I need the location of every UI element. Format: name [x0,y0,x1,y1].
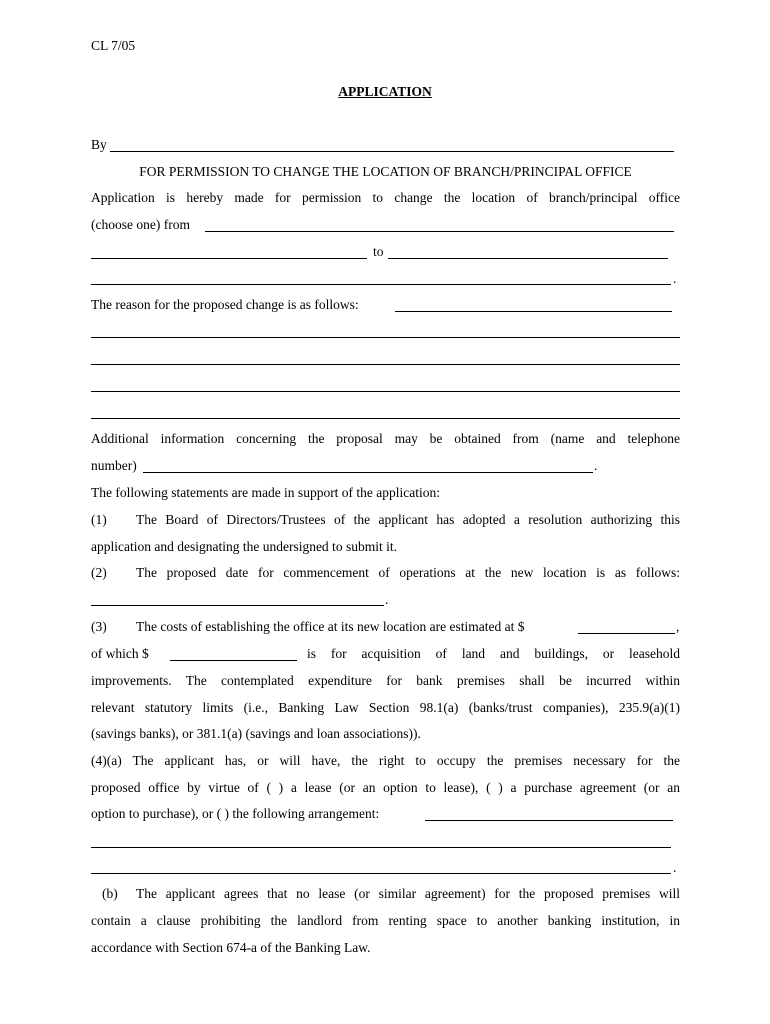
to-location-field-cont[interactable] [91,284,671,285]
intro-from-label: (choose one) from [91,217,190,232]
reason-field-line-3[interactable] [91,364,680,365]
by-label: By [91,137,107,152]
item-4b-line-2: contain a clause prohibiting the landlord from renting space to another banking institution, in [91,913,680,928]
reason-field[interactable] [395,311,672,312]
form-subtitle: FOR PERMISSION TO CHANGE THE LOCATION OF BRANCH/PRINCIPAL OFFICE [139,164,632,179]
title-text: APPLICATION [338,84,432,99]
arrangement-field-line-2[interactable] [91,847,671,848]
additional-info-line-1: Additional information concerning the proposal may be obtained from (name and telephone [91,431,680,446]
period-mark: . [673,271,677,286]
reason-label: The reason for the proposed change is as follows: [91,297,359,312]
arrangement-field-line-3[interactable] [91,873,671,874]
item-1-line-1: The Board of Directors/Trustees of the applicant has adopted a resolution authorizing this [136,512,680,527]
item-1-number: (1) [91,512,107,527]
land-buildings-cost-field[interactable] [170,660,297,661]
reason-field-line-5[interactable] [91,418,680,419]
commencement-date-field[interactable] [91,605,384,606]
item-2-number: (2) [91,565,107,580]
item-4a-line-2: proposed office by virtue of ( ) a lease (or an option to lease), ( ) a purchase agreement (or an [91,780,680,795]
period-mark: . [673,860,677,875]
page-title [0,84,770,100]
arrangement-field[interactable] [425,820,673,821]
reason-field-line-2[interactable] [91,337,680,338]
additional-number-label: number) [91,458,137,473]
comma-mark: , [676,619,680,634]
form-code: CL 7/05 [91,38,136,53]
item-4b-line-1: The applicant agrees that no lease (or similar agreement) for the proposed premises will [136,886,680,901]
item-3-line-4: relevant statutory limits (i.e., Banking Law Section 98.1(a) (banks/trust companies), 235.9(a)(1) [91,700,680,715]
item-1-line-2: application and designating the undersigned to submit it. [91,539,397,554]
item-3-line-5: (savings banks), or 381.1(a) (savings and loan associations)). [91,726,421,741]
item-3-number: (3) [91,619,107,634]
to-location-field[interactable] [388,258,668,259]
period-mark: . [594,458,598,473]
from-location-field[interactable] [205,231,674,232]
period-mark: . [385,592,389,607]
statements-intro: The following statements are made in support of the application: [91,485,441,500]
item-3-of-which: of which $ [91,646,149,661]
item-4b-line-3: accordance with Section 674-a of the Banking Law. [91,940,371,955]
item-3-line-2-rest: is for acquisition of land and buildings, or leasehold [307,646,680,661]
item-3-line-3: improvements. The contemplated expenditure for bank premises shall be incurred within [91,673,680,688]
reason-field-line-4[interactable] [91,391,680,392]
item-2-line-1: The proposed date for commencement of operations at the new location is as follows: [136,565,680,580]
item-4b-number: (b) [102,886,118,901]
estimated-cost-field[interactable] [578,633,675,634]
item-4a-line-1: (4)(a) The applicant has, or will have, the right to occupy the premises necessary for the [91,753,680,768]
intro-line-1: Application is hereby made for permission to change the location of branch/principal office [91,190,680,205]
item-4a-line-3: option to purchase), or ( ) the following arrangement: [91,806,380,821]
from-location-field-cont[interactable] [91,258,367,259]
item-3-line-1: The costs of establishing the office at its new location are estimated at $ [136,619,525,634]
by-field[interactable] [110,151,674,152]
to-label: to [373,244,384,259]
contact-field[interactable] [143,472,593,473]
